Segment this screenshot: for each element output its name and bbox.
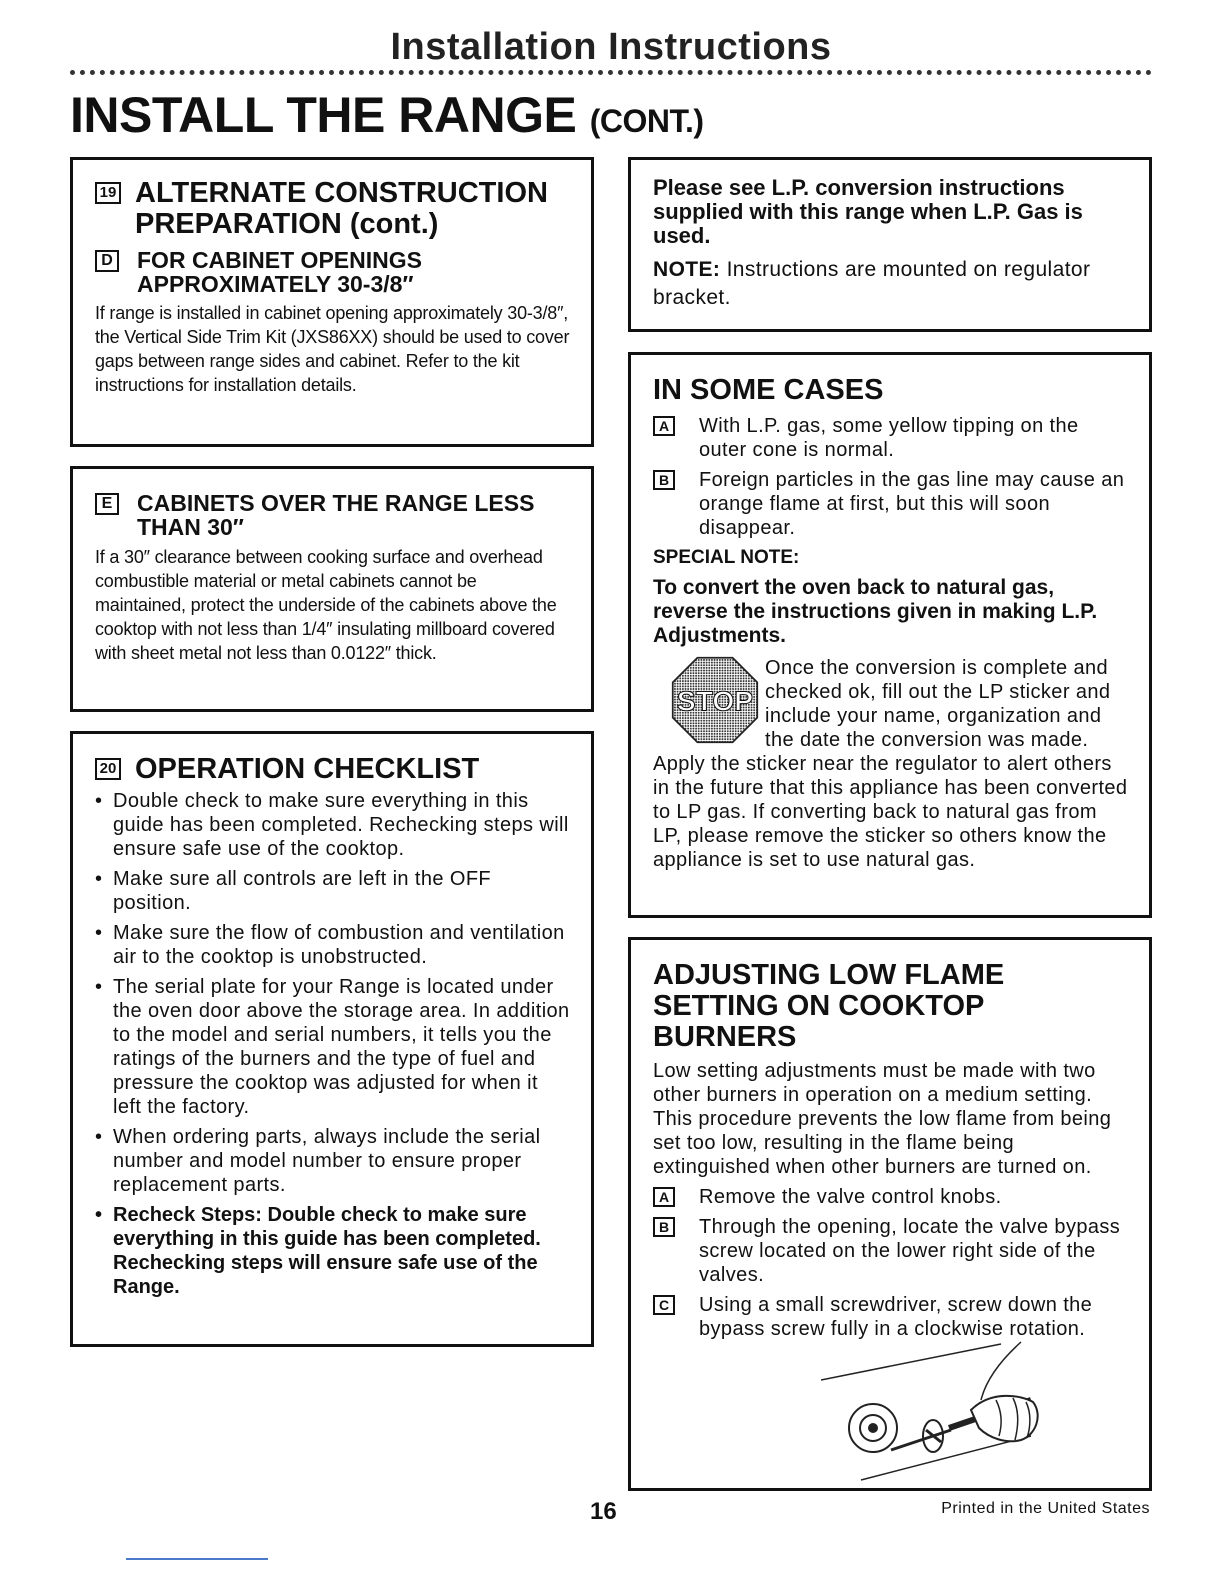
flame-step-c bbox=[653, 1293, 1129, 1341]
checklist-item-recheck: • Recheck Steps: Double check to make sure everything in this guide has been completed. Rechecking steps will ensure safe use of the Range. bbox=[95, 1203, 571, 1299]
step-19-badge: 19 bbox=[95, 182, 121, 204]
step-e-heading bbox=[95, 491, 571, 539]
flame-step-b-badge: B bbox=[653, 1217, 675, 1237]
step-e-box bbox=[70, 466, 594, 712]
step-20-title: OPERATION CHECKLIST bbox=[135, 753, 480, 785]
case-b-badge: B bbox=[653, 470, 675, 490]
flame-step-b bbox=[653, 1215, 1129, 1287]
flame-step-a-badge: A bbox=[653, 1187, 675, 1207]
case-a-badge: A bbox=[653, 416, 675, 436]
low-flame-box bbox=[628, 937, 1152, 1491]
page-title-suffix: (CONT.) bbox=[589, 103, 704, 139]
case-item-b bbox=[653, 468, 1129, 540]
printed-note: Printed in the United States bbox=[941, 1500, 1150, 1517]
stop-text: Once the conversion is complete and checked ok, fill out the LP sticker and include your name, organization and the date the conversion was made. Apply the sticker near the regulator to alert others in the future that this appliance has been converted to LP gas. If converting back to natural gas from LP, please remove the sticker so others know the appliance is set to use natural gas. bbox=[653, 657, 1128, 871]
checklist-item: • When ordering parts, always include the serial number and model number to ensure proper replacement parts. bbox=[95, 1125, 571, 1197]
lp-conversion-text: Please see L.P. conversion instructions supplied with this range when L.P. Gas is used. bbox=[653, 175, 1083, 248]
flame-step-a bbox=[653, 1185, 1129, 1209]
low-flame-intro: Low setting adjustments must be made with two other burners in operation on a medium setting. This procedure prevents the low flame from being set too low, resulting in the flame being extinguished when other burners are turned on. bbox=[653, 1060, 1112, 1178]
stop-sign-label: STOP bbox=[676, 685, 754, 717]
step-19-sub-d-title: FOR CABINET OPENINGS APPROXIMATELY 30-3/8″ bbox=[137, 247, 422, 297]
step-20-box bbox=[70, 731, 594, 1347]
in-some-cases-box bbox=[628, 352, 1152, 918]
checklist-item: • Double check to make sure everything in this guide has been completed. Rechecking steps will ensure safe use of the cooktop. bbox=[95, 789, 571, 861]
case-b-text: Foreign particles in the gas line may cause an orange flame at first, but this will soon disappear. bbox=[699, 469, 1125, 539]
lp-note bbox=[653, 256, 1129, 312]
low-flame-title: ADJUSTING LOW FLAME SETTING ON COOKTOP BURNERS bbox=[653, 959, 1005, 1053]
header-divider bbox=[70, 70, 1152, 75]
step-19-title: ALTERNATE CONSTRUCTION PREPARATION (cont.) bbox=[135, 177, 548, 240]
special-note-label: SPECIAL NOTE: bbox=[653, 547, 800, 568]
step-e-text: If a 30″ clearance between cooking surface and overhead combustible material or metal cabinets cannot be maintained, protect the underside of the cabinets above the cooktop with not less than 1/4″ insulating millboard covered with sheet metal not less than 0.0122″ thick. bbox=[95, 547, 557, 663]
header-title: Installation Instructions bbox=[390, 26, 832, 68]
flame-step-c-badge: C bbox=[653, 1295, 675, 1315]
step-e-title: CABINETS OVER THE RANGE LESS THAN 30″ bbox=[137, 490, 535, 540]
step-19-sub-d-badge: D bbox=[95, 250, 119, 272]
lp-note-text: Instructions are mounted on regulator bracket. bbox=[653, 258, 1091, 309]
flame-step-a-text: Remove the valve control knobs. bbox=[699, 1186, 1002, 1208]
case-item-a bbox=[653, 414, 1129, 462]
checklist-item: • The serial plate for your Range is located under the oven door above the storage area. In addition to the model and serial numbers, it tells you the ratings of the burners and the type of fuel and pressure the cooktop was adjusted for when it left the factory. bbox=[95, 975, 571, 1119]
special-note-text: To convert the oven back to natural gas, reverse the instructions given in making L.P. Adjustments. bbox=[653, 576, 1098, 647]
valve-screwdriver-illustration bbox=[821, 1340, 1051, 1485]
page-title-text: INSTALL THE RANGE bbox=[70, 87, 577, 143]
in-some-cases-title: IN SOME CASES bbox=[653, 374, 884, 406]
step-e-badge: E bbox=[95, 493, 119, 515]
step-20-badge: 20 bbox=[95, 758, 121, 780]
step-19-heading bbox=[95, 178, 571, 240]
step-19-box bbox=[70, 157, 594, 447]
checklist-item: • Make sure the flow of combustion and ventilation air to the cooktop is unobstructed. bbox=[95, 921, 571, 969]
checklist bbox=[95, 789, 571, 1299]
lp-note-label: NOTE: bbox=[653, 258, 721, 281]
page-number: 16 bbox=[590, 1498, 617, 1525]
checklist-item: • Make sure all controls are left in the OFF position. bbox=[95, 867, 571, 915]
step-20-heading bbox=[95, 754, 571, 785]
flame-step-b-text: Through the opening, locate the valve bypass screw located on the lower right side of the valves. bbox=[699, 1216, 1121, 1286]
bottom-link-bar bbox=[126, 1558, 268, 1560]
step-19-sub-d-text: If range is installed in cabinet opening approximately 30-3/8″, the Vertical Side Trim Kit (JXS86XX) should be used to cover gaps between range sides and cabinet. Refer to the kit instructions for installation details. bbox=[95, 303, 570, 395]
page-title bbox=[70, 86, 704, 144]
step-19-sub-d-heading bbox=[95, 248, 571, 296]
stop-sign-icon bbox=[671, 656, 759, 744]
flame-step-c-text: Using a small screwdriver, screw down the bypass screw fully in a clockwise rotation. bbox=[699, 1294, 1093, 1340]
lp-conversion-box bbox=[628, 157, 1152, 332]
case-a-text: With L.P. gas, some yellow tipping on the outer cone is normal. bbox=[699, 415, 1079, 461]
stop-section bbox=[653, 656, 1129, 872]
